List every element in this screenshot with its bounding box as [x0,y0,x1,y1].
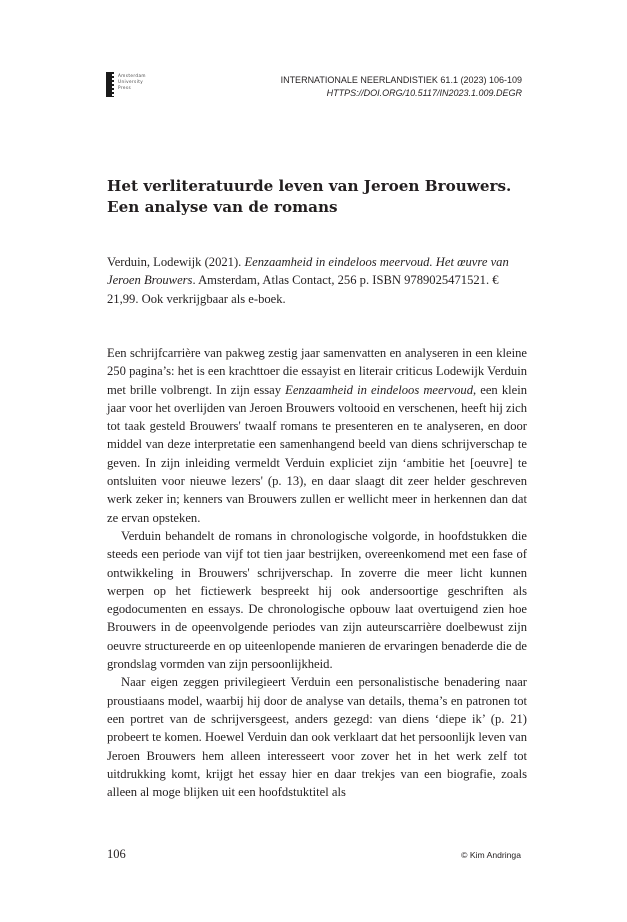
article-title: Het verliteratuurde leven van Jeroen Brouwers. Een analyse van de romans [107,177,512,216]
publisher-name [118,73,146,91]
citation-author: Verduin, Lodewijk (2021). [107,255,245,269]
article-body [107,344,527,801]
paragraph: Naar eigen zeggen privilegieert Verduin een personalistische benadering naar proustiaans model, waarbij hij door de analyse van details, thema’s en patronen tot een portret van de schrijversgeest, anders gezegd: van diens ‘diepe ik’ (p. 21) probeert te komen. Hoewel Verduin dan ook verklaart dat het persoonlijk leven van Jeroen Brouwers hem alleen interesseert voor zover het in het werk zelf tot uitdrukking komt, krijgt het essay hier en daar trekjes van een biografie, zoals alleen al moge blijken uit een hoofdstuktitel als [107,675,527,800]
running-header [281,74,522,100]
logo-line: Press [118,85,132,90]
page-number: 106 [107,847,126,861]
citation-book-title: Eenzaamheid in eindeloos meervoud. Het œuvre van Jeroen Brouwers [107,255,509,288]
book-citation [107,253,527,308]
journal-reference: INTERNATIONALE NEERLANDISTIEK 61.1 (2023) 106-109 [280,75,522,85]
aup-logo-icon [106,72,112,97]
paragraph: Verduin behandelt de romans in chronologische volgorde, in hoofdstukken die steeds een periode van vijf tot tien jaar bestrijken, overeenkomend met een fase of ontwikkeling in Brouwers' schrijverschap. In zoverre die meer licht kunnen werpen op het fictiewerk bespreekt hij ook andersoortige geschriften als egodocumenten en essays. De chronologische opbouw laat overtuigend zien hoe Brouwers in de opeenvolgende periodes van zijn auteurscarrière doelbewust zijn oeuvre structureerde en op uiteenlopende manieren de ervaringen benaderde die de grondslag vormden van zijn persoonlijkheid. [107,528,527,672]
logo-line: University [118,79,144,84]
paragraph: Een schrijfcarrière van pakweg zestig jaar samenvatten en analyseren in een kleine 250 pagina’s: het is een krachttoer die essayist en literair criticus Lodewijk Verduin met brille volbrengt. In zijn essay Eenzaamheid in eindeloos meervoud, een klein jaar voor het overlijden van Jeroen Brouwers voltooid en verschenen, heeft hij zich tot taak gesteld Brouwers' twaalf romans te presenteren en te analyseren, en door middel van deze interpretatie een samenhangend beeld van diens schrijverschap te geven. In zijn inleiding vermeldt Verduin expliciet zijn ‘ambitie het [oeuvre] te ontsluiten voor nieuwe lezers' (p. 13), en daar slaagt dit zeer helder geschreven werk zeker in; kenners van Brouwers zullen er wellicht meer in herkennen dan dat ze ervan opsteken. [107,346,528,525]
citation-details: . Amsterdam, Atlas Contact, 256 p. ISBN 9789025471521. € 21,99. Ook verkrijgbaar als e-boek. [107,273,499,306]
doi-link[interactable]: HTTPS://DOI.ORG/10.5117/IN2023.1.009.DEGR [326,88,522,98]
publisher-logo [106,72,146,98]
logo-line: Amsterdam [118,73,146,78]
copyright-notice: © Kim Andringa [461,850,521,860]
italic-book-title: Eenzaamheid in eindeloos meervoud [285,382,473,397]
